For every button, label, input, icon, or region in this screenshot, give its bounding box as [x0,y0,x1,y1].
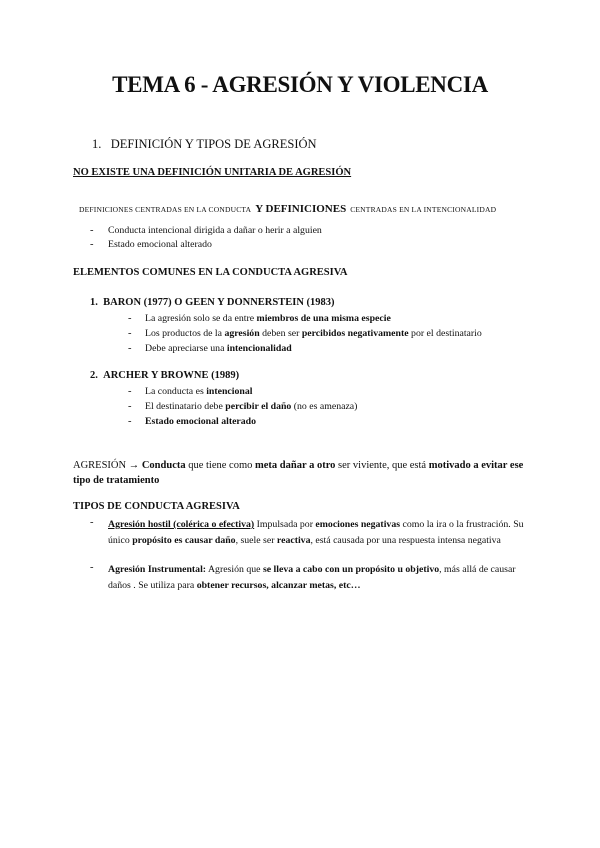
section-heading-1 [92,137,317,152]
dash-icon: - [128,386,132,397]
archer-item-1: La conducta es intencional [145,386,253,397]
section-title: DEFINICIÓN Y TIPOS DE AGRESIÓN [110,137,317,151]
dash-icon: - [128,416,132,427]
definitions-part2: Y DEFINICIONES [255,203,347,215]
section-number: 1. [92,137,102,151]
archer-item-3: Estado emocional alterado [145,416,257,427]
def-item-1: Conducta intencional dirigida a dañar o herir a alguien [108,225,322,236]
dash-icon: - [90,239,94,250]
dash-icon: - [128,401,132,412]
types-heading: TIPOS DE CONDUCTA AGRESIVA [73,501,240,512]
dash-icon: - [90,562,94,573]
arrow-icon: → [128,460,140,471]
baron-heading: 1. BARON (1977) O GEEN Y DONNERSTEIN (1983) [90,297,335,308]
definitions-line [79,199,496,217]
definitions-part3: CENTRADAS EN LA INTENCIONALIDAD [350,205,497,214]
hostile-aggression: Agresión hostil (colérica o efectiva) Impulsada por emociones negativas como la ira o la frustración. Su único propósito es causar daño, suele ser reactiva, está causada por una respuesta intensa negativa [108,519,524,546]
agresion-definition: AGRESIÓN → Conducta que tiene como meta dañar a otro ser viviente, que está motivado a evitar ese tipo de tratamiento [73,460,524,486]
common-elements-heading: ELEMENTOS COMUNES EN LA CONDUCTA AGRESIVA [73,267,348,278]
archer-heading: 2. ARCHER Y BROWNE (1989) [90,370,240,381]
baron-item-3: Debe apreciarse una intencionalidad [145,343,292,354]
dash-icon: - [128,328,132,339]
dash-icon: - [128,343,132,354]
def-item-2: Estado emocional alterado [108,239,212,250]
dash-icon: - [90,517,94,528]
dash-icon: - [128,313,132,324]
instrumental-aggression: Agresión Instrumental: Agresión que se lleva a cabo con un propósito u objetivo, más allá de causar daños . Se utiliza para obtener recursos, alcanzar metas, etc… [108,564,516,591]
archer-item-2: El destinatario debe percibir el daño (no es amenaza) [145,401,358,412]
definitions-part1: DEFINICIONES CENTRADAS EN LA CONDUCTA [79,205,252,214]
page-title: TEMA 6 - AGRESIÓN Y VIOLENCIA [112,72,488,97]
baron-item-1: La agresión solo se da entre miembros de una misma especie [145,313,391,324]
dash-icon: - [90,225,94,236]
no-definition-heading: NO EXISTE UNA DEFINICIÓN UNITARIA DE AGRESIÓN [73,167,352,178]
baron-item-2: Los productos de la agresión deben ser percibidos negativamente por el destinatario [145,328,482,339]
